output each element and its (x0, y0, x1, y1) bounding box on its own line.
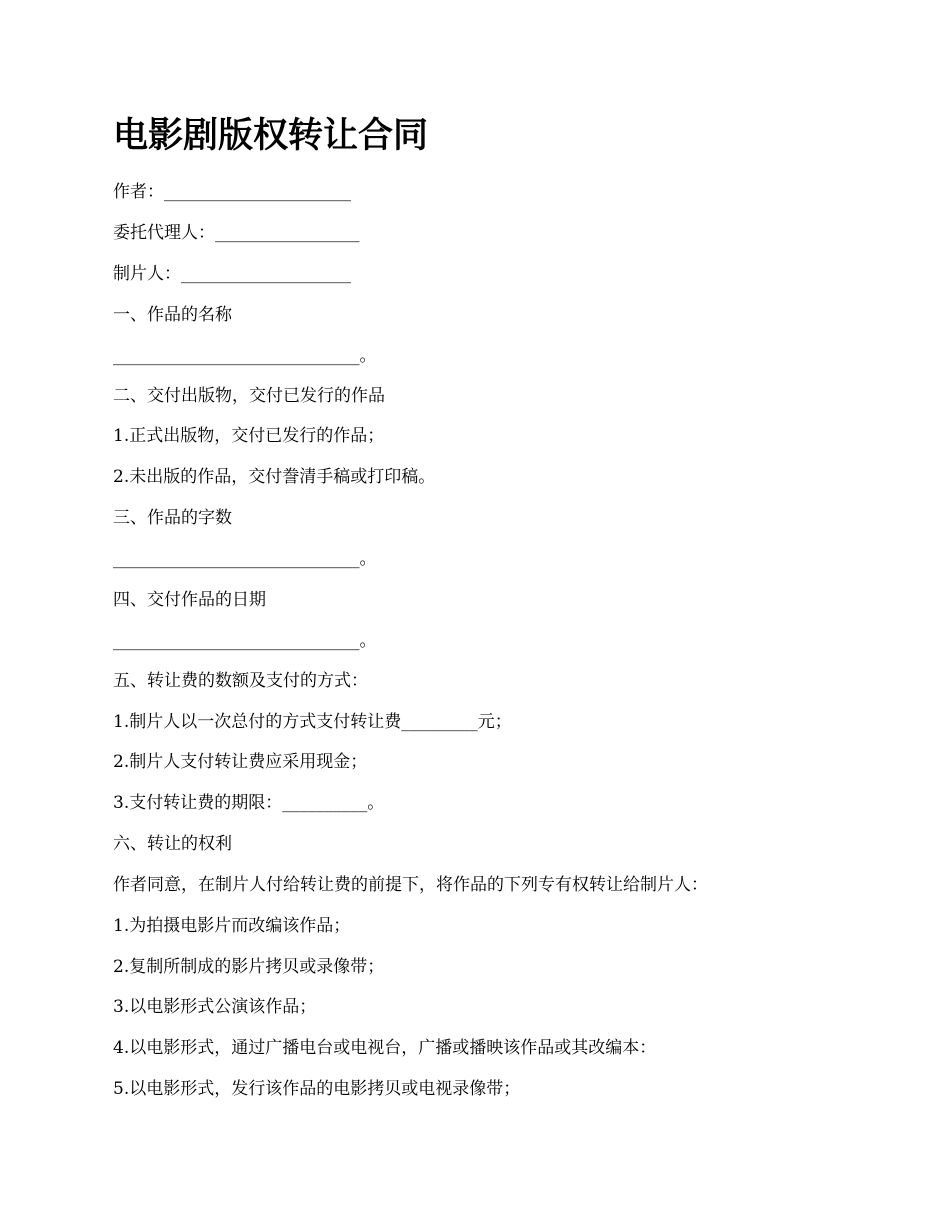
rights-item-2: 2.复制所制成的影片拷贝或录像带； (113, 957, 385, 977)
section-heading-delivery: 二、交付出版物，交付已发行的作品 (113, 386, 385, 406)
producer-field: 制片人：____________________ (113, 264, 351, 284)
fee-item-1: 1.制片人以一次总付的方式支付转让费_________元； (113, 712, 512, 732)
document-title: 电影剧版权转让合同 (113, 116, 429, 156)
rights-item-4: 4.以电影形式，通过广播电台或电视台，广播或播映该作品或其改编本： (113, 1038, 657, 1058)
section-heading-work-name: 一、作品的名称 (113, 305, 232, 325)
section-heading-fee: 五、转让费的数额及支付的方式： (113, 671, 368, 691)
rights-item-3: 3.以电影形式公演该作品； (113, 997, 317, 1017)
word-count-blank: _____________________________。 (113, 549, 377, 569)
section-heading-rights: 六、转让的权利 (113, 834, 232, 854)
section-heading-word-count: 三、作品的字数 (113, 508, 232, 528)
rights-intro: 作者同意，在制片人付给转让费的前提下，将作品的下列专有权转让给制片人： (113, 875, 708, 895)
author-field: 作者：______________________ (113, 182, 351, 202)
agent-field: 委托代理人：_________________ (113, 223, 360, 243)
rights-item-1: 1.为拍摄电影片而改编该作品； (113, 916, 351, 936)
fee-item-2: 2.制片人支付转让费应采用现金； (113, 752, 368, 772)
rights-item-5: 5.以电影形式，发行该作品的电影拷贝或电视录像带； (113, 1079, 521, 1099)
delivery-date-blank: _____________________________。 (113, 631, 377, 651)
section-heading-delivery-date: 四、交付作品的日期 (113, 590, 266, 610)
fee-item-3: 3.支付转让费的期限：__________。 (113, 793, 385, 813)
delivery-item-1: 1.正式出版物，交付已发行的作品； (113, 426, 385, 446)
delivery-item-2: 2.未出版的作品，交付誊清手稿或打印稿。 (113, 467, 436, 487)
work-name-blank: _____________________________。 (113, 346, 377, 366)
